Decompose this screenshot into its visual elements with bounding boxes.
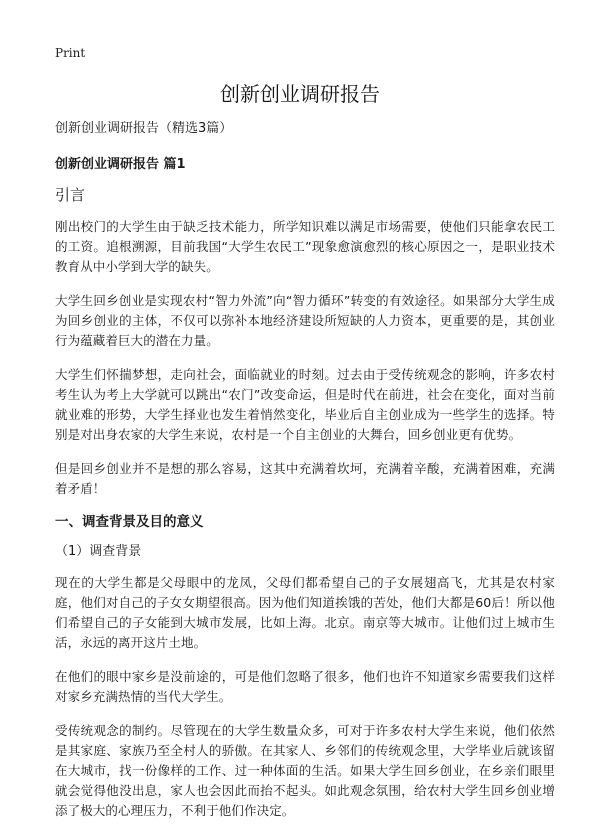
document-body [55, 120, 555, 835]
page-title: 创新创业调研报告 [220, 82, 380, 106]
intro-paragraph-1: 刚出校门的大学生由于缺乏技术能力，所学知识难以满足市场需要，使他们只能拿农民工的工资。追根溯源，目前我国“大学生农民工”现象愈演愈烈的核心原因之一，是职业技术教育从中小学到大学的缺失。 [55, 219, 555, 274]
background-paragraph-2: 在他们的眼中家乡是没前途的，可是他们忽略了很多，他们也许不知道家乡需要我们这样对家乡充满热情的当代大学生。 [55, 669, 555, 704]
article-title: 创新创业调研报告 篇1 [55, 157, 186, 172]
document-subtitle: 创新创业调研报告（精选3篇） [55, 121, 233, 136]
intro-heading: 引言 [55, 186, 86, 204]
subsection-heading-background: （1）调查背景 [55, 544, 142, 559]
background-paragraph-1: 现在的大学生都是父母眼中的龙凤，父母们都希望自己的子女展翅高飞，尤其是农村家庭，他们对自己的子女女期望很高。因为他们知道挨饿的苦处，他们大都是60后！所以他们希望自己的子女能到大城市发展，比如上海。北京。南京等大城市。让他们过上城市生活，永远的离开这片土地。 [55, 575, 555, 650]
print-label: Print [55, 46, 86, 60]
intro-paragraph-3: 大学生们怀揣梦想，走向社会，面临就业的时刻。过去由于受传统观念的影响，许多农村考生认为考上大学就可以跳出“农门”改变命运，但是时代在前进，社会在变化，面对当前就业难的形势，大学生择业也发生着悄然变化，毕业后自主创业成为一些学生的选择。特别是对出身农家的大学生来说，农村是一个自主创业的大舞台，回乡创业更有优势。 [55, 367, 555, 442]
intro-paragraph-2: 大学生回乡创业是实现农村“智力外流”向“智力循环”转变的有效途径。如果部分大学生成为回乡创业的主体，不仅可以弥补本地经济建设所短缺的人力资本，更重要的是，其创业行为蕴藏着巨大的潜在力量。 [55, 293, 555, 348]
section-heading-background: 一、调查背景及目的意义 [55, 514, 204, 530]
background-paragraph-3: 受传统观念的制约。尽管现在的大学生数量众多，可对于许多农村大学生来说，他们依然是其家庭、家族乃至全村人的骄傲。在其家人、乡邻们的传统观念里，大学毕业后就该留在大城市，找一份像样的工作、过一种体面的生活。如果大学生回乡创业，在乡亲们眼里就会觉得他没出息，家人也会因此而抬不起头。如此观念氛围，给农村大学生回乡创业增添了极大的心理压力，不利于他们作决定。 [55, 723, 555, 818]
intro-paragraph-4: 但是回乡创业并不是想的那么容易，这其中充满着坎坷，充满着辛酸，充满着困难，充满着矛盾！ [55, 461, 555, 496]
